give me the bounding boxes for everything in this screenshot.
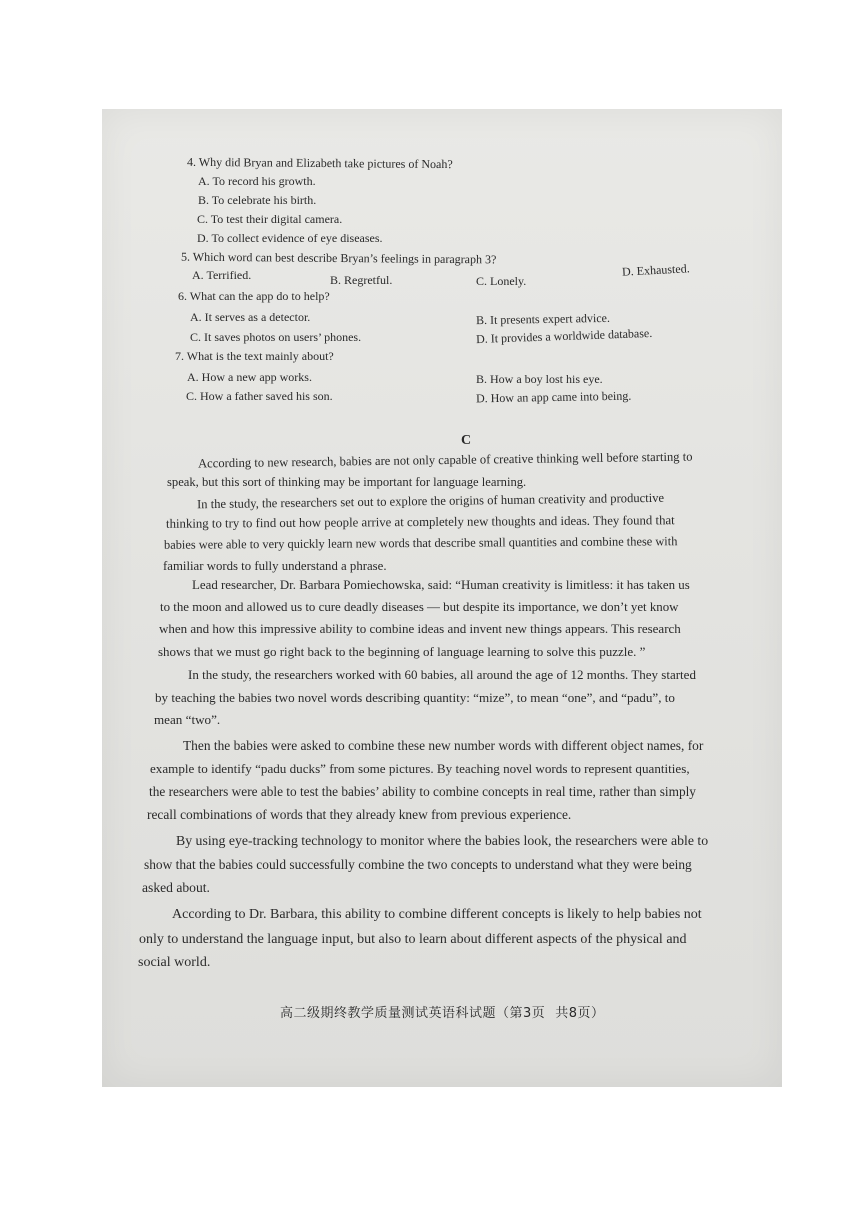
question-7-option-d: D. How an app came into being. [475,388,632,406]
passage-line: mean “two”. [154,712,221,727]
passage-line: the researchers were able to test the babies’ ability to combine concepts in real time, rather than simply [149,784,696,799]
passage-line: when and how this impressive ability to combine ideas and invent new things appears. This research [159,621,681,636]
question-5-option-d: D. Exhausted. [621,261,690,279]
passage-line: According to Dr. Barbara, this ability to combine different concepts is likely to help babies not [172,907,702,922]
footer-title: 高二级期终教学质量测试英语科试题（第3页 [280,1006,546,1021]
passage-line: In the study, the researchers set out to explore the origins of human creativity and productive [196,490,665,512]
passage-line: familiar words to fully understand a phrase. [163,559,387,573]
question-6-option-a: A. It serves as a detector. [190,310,311,324]
question-5-stem: 5. Which word can best describe Bryan’s feelings in paragraph 3? [180,249,497,267]
question-6-stem: 6. What can the app do to help? [178,289,330,303]
passage-line: social world. [138,955,211,970]
footer-page-count: 共8页） [555,1006,605,1021]
passage-line: babies were able to very quickly learn new words that describe small quantities and combine these with [163,534,678,552]
passage-line: recall combinations of words that they already knew from previous experience. [147,807,572,822]
passage-line: shows that we must go right back to the beginning of language learning to solve this puzzle. ” [158,644,646,659]
question-5-option-b: B. Regretful. [330,273,393,287]
question-4-option-a: A. To record his growth. [198,174,316,188]
question-7-option-b: B. How a boy lost his eye. [476,372,603,386]
passage-line: According to new research, babies are not only capable of creative thinking well before starting to [197,449,693,471]
passage-line: thinking to try to find out how people arrive at completely new thoughts and ideas. They found that [165,513,675,531]
question-5-option-c: C. Lonely. [476,274,527,288]
passage-line: asked about. [142,880,210,895]
passage-line: to the moon and allowed us to cure deadly diseases — but despite its importance, we don’t yet know [160,600,679,614]
passage-line: Then the babies were asked to combine these new number words with different object names, for [183,738,704,753]
section-heading: C [461,433,472,448]
question-7-option-c: C. How a father saved his son. [186,389,333,403]
passage-line: only to understand the language input, but also to learn about different aspects of the physical and [139,932,687,947]
page-footer [280,1002,605,1021]
question-7-option-a: A. How a new app works. [187,370,312,384]
question-7-stem: 7. What is the text mainly about? [175,349,334,363]
passage-line: show that the babies could successfully combine the two concepts to understand what they were being [144,857,692,872]
question-4-option-d: D. To collect evidence of eye diseases. [197,231,383,245]
question-6-option-b: B. It presents expert advice. [475,310,611,328]
question-4-option-c: C. To test their digital camera. [197,212,343,226]
question-5-option-a: A. Terrified. [192,268,252,282]
passage-line: Lead researcher, Dr. Barbara Pomiechowska, said: “Human creativity is limitless: it has taken us [192,578,690,592]
passage-line: by teaching the babies two novel words describing quantity: “mize”, to mean “one”, and “padu”, to [155,690,675,705]
passage-line: example to identify “padu ducks” from some pictures. By teaching novel words to represent quantities, [150,761,690,776]
question-4-stem: 4. Why did Bryan and Elizabeth take pictures of Noah? [186,154,453,172]
passage-line: By using eye-tracking technology to monitor where the babies look, the researchers were able to [176,833,709,848]
passage-line: speak, but this sort of thinking may be important for language learning. [167,475,527,489]
question-4-option-b: B. To celebrate his birth. [198,193,317,207]
passage-line: In the study, the researchers worked with 60 babies, all around the age of 12 months. They started [188,667,696,682]
question-6-option-c: C. It saves photos on users’ phones. [190,330,362,344]
question-6-option-d: D. It provides a worldwide database. [475,325,653,347]
